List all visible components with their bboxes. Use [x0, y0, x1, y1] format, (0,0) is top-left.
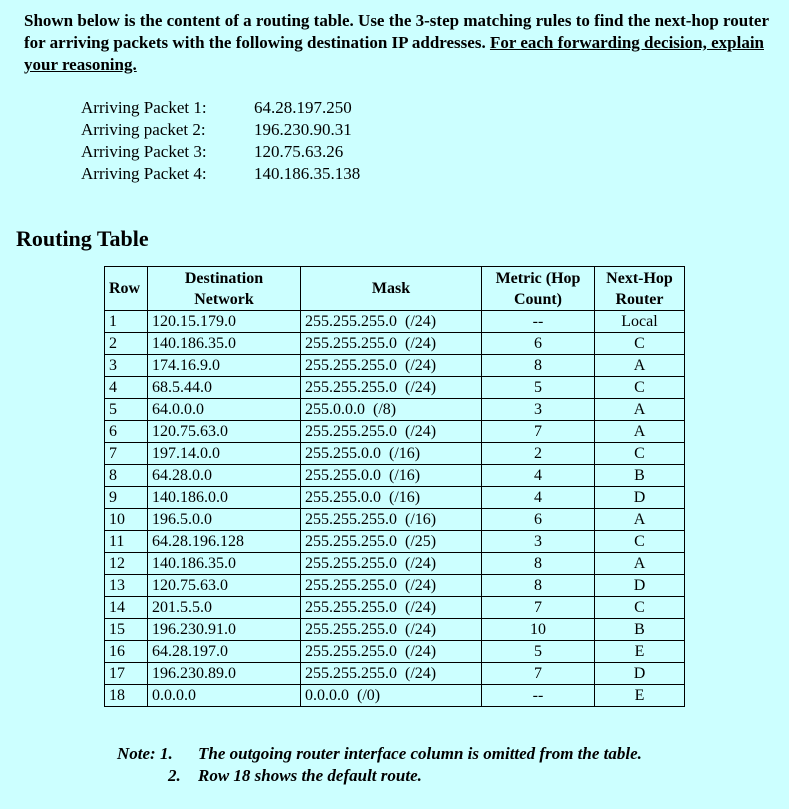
cell-destination-network: 64.0.0.0 — [148, 399, 301, 421]
cell-next-hop-router: C — [595, 443, 685, 465]
cell-destination-network: 64.28.197.0 — [148, 641, 301, 663]
cell-mask: 255.0.0.0 (/8) — [301, 399, 482, 421]
cell-mask: 255.255.255.0 (/24) — [301, 575, 482, 597]
cell-row-number: 11 — [105, 531, 148, 553]
cell-next-hop-router: A — [595, 553, 685, 575]
cell-row-number: 10 — [105, 509, 148, 531]
cell-mask: 255.255.255.0 (/24) — [301, 553, 482, 575]
cell-next-hop-router: E — [595, 641, 685, 663]
packet-ip: 196.230.90.31 — [254, 120, 352, 139]
cell-metric: 8 — [482, 553, 595, 575]
table-row — [105, 685, 685, 707]
cell-row-number: 15 — [105, 619, 148, 641]
instructions — [24, 10, 784, 76]
cell-destination-network: 196.230.91.0 — [148, 619, 301, 641]
cell-next-hop-router: D — [595, 663, 685, 685]
note-text: Row 18 shows the default route. — [198, 766, 422, 785]
cell-metric: 10 — [482, 619, 595, 641]
cell-next-hop-router: C — [595, 597, 685, 619]
cell-metric: 6 — [482, 509, 595, 531]
table-row — [105, 553, 685, 575]
cell-row-number: 3 — [105, 355, 148, 377]
cell-mask: 255.255.255.0 (/24) — [301, 377, 482, 399]
note-item — [117, 743, 642, 765]
table-row — [105, 663, 685, 685]
routing-table — [104, 266, 685, 707]
note-prefix: Note: 1. — [117, 744, 173, 763]
table-row — [105, 619, 685, 641]
packet-ip: 64.28.197.250 — [254, 98, 352, 117]
cell-destination-network: 120.75.63.0 — [148, 421, 301, 443]
cell-metric: 5 — [482, 377, 595, 399]
table-row — [105, 333, 685, 355]
header-row: Row — [105, 267, 148, 311]
cell-row-number: 12 — [105, 553, 148, 575]
cell-metric: 2 — [482, 443, 595, 465]
packet-label: Arriving Packet 1: — [81, 98, 207, 117]
cell-destination-network: 196.5.0.0 — [148, 509, 301, 531]
cell-destination-network: 120.15.179.0 — [148, 311, 301, 333]
cell-row-number: 2 — [105, 333, 148, 355]
cell-destination-network: 140.186.0.0 — [148, 487, 301, 509]
header-metric: Metric (Hop Count) — [482, 267, 595, 311]
note-item — [117, 765, 642, 787]
cell-next-hop-router: D — [595, 575, 685, 597]
cell-metric: 8 — [482, 355, 595, 377]
instructions-text: Shown below is the content of a routing table. Use the 3-step matching rules to find the next-hop router for arriving packets with the following destination IP addresses. — [24, 11, 769, 52]
table-row — [105, 575, 685, 597]
cell-next-hop-router: E — [595, 685, 685, 707]
packet-label: Arriving Packet 4: — [81, 164, 207, 183]
cell-destination-network: 196.230.89.0 — [148, 663, 301, 685]
cell-metric: 8 — [482, 575, 595, 597]
cell-mask: 255.255.255.0 (/24) — [301, 355, 482, 377]
table-row — [105, 487, 685, 509]
cell-destination-network: 197.14.0.0 — [148, 443, 301, 465]
cell-destination-network: 64.28.0.0 — [148, 465, 301, 487]
cell-row-number: 6 — [105, 421, 148, 443]
cell-mask: 255.255.255.0 (/24) — [301, 597, 482, 619]
table-row — [105, 377, 685, 399]
cell-mask: 255.255.255.0 (/24) — [301, 421, 482, 443]
cell-destination-network: 201.5.5.0 — [148, 597, 301, 619]
table-row — [105, 399, 685, 421]
cell-destination-network: 64.28.196.128 — [148, 531, 301, 553]
table-row — [105, 443, 685, 465]
cell-next-hop-router: Local — [595, 311, 685, 333]
cell-mask: 255.255.255.0 (/24) — [301, 619, 482, 641]
note-prefix: 2. — [168, 766, 181, 785]
header-destination-network: Destination Network — [148, 267, 301, 311]
table-row — [105, 355, 685, 377]
packet-item — [81, 97, 360, 119]
table-row — [105, 465, 685, 487]
cell-destination-network: 0.0.0.0 — [148, 685, 301, 707]
cell-row-number: 14 — [105, 597, 148, 619]
cell-row-number: 17 — [105, 663, 148, 685]
cell-next-hop-router: A — [595, 399, 685, 421]
arriving-packets-list — [81, 97, 360, 185]
cell-next-hop-router: B — [595, 465, 685, 487]
cell-mask: 255.255.255.0 (/24) — [301, 311, 482, 333]
table-row — [105, 509, 685, 531]
cell-destination-network: 174.16.9.0 — [148, 355, 301, 377]
header-mask: Mask — [301, 267, 482, 311]
cell-mask: 255.255.255.0 (/24) — [301, 333, 482, 355]
cell-mask: 255.255.0.0 (/16) — [301, 443, 482, 465]
cell-mask: 255.255.255.0 (/25) — [301, 531, 482, 553]
cell-next-hop-router: A — [595, 421, 685, 443]
table-row — [105, 531, 685, 553]
cell-row-number: 13 — [105, 575, 148, 597]
cell-row-number: 16 — [105, 641, 148, 663]
cell-mask: 0.0.0.0 (/0) — [301, 685, 482, 707]
cell-metric: 4 — [482, 465, 595, 487]
note-text: The outgoing router interface column is omitted from the table. — [198, 744, 642, 763]
header-next-hop-router: Next-Hop Router — [595, 267, 685, 311]
table-row — [105, 641, 685, 663]
notes — [117, 743, 642, 787]
cell-next-hop-router: B — [595, 619, 685, 641]
table-row — [105, 421, 685, 443]
cell-mask: 255.255.0.0 (/16) — [301, 465, 482, 487]
cell-metric: -- — [482, 685, 595, 707]
cell-metric: 7 — [482, 663, 595, 685]
cell-next-hop-router: A — [595, 509, 685, 531]
cell-mask: 255.255.0.0 (/16) — [301, 487, 482, 509]
cell-metric: 3 — [482, 399, 595, 421]
packet-ip: 140.186.35.138 — [254, 164, 361, 183]
cell-row-number: 7 — [105, 443, 148, 465]
packet-item — [81, 119, 360, 141]
packet-item — [81, 163, 360, 185]
cell-metric: 7 — [482, 597, 595, 619]
cell-row-number: 9 — [105, 487, 148, 509]
cell-next-hop-router: C — [595, 377, 685, 399]
cell-next-hop-router: C — [595, 333, 685, 355]
cell-next-hop-router: D — [595, 487, 685, 509]
packet-label: Arriving Packet 3: — [81, 142, 207, 161]
cell-next-hop-router: C — [595, 531, 685, 553]
cell-destination-network: 140.186.35.0 — [148, 553, 301, 575]
cell-destination-network: 120.75.63.0 — [148, 575, 301, 597]
packet-ip: 120.75.63.26 — [254, 142, 344, 161]
cell-row-number: 4 — [105, 377, 148, 399]
cell-destination-network: 140.186.35.0 — [148, 333, 301, 355]
packet-item — [81, 141, 360, 163]
cell-row-number: 1 — [105, 311, 148, 333]
cell-metric: 7 — [482, 421, 595, 443]
cell-row-number: 8 — [105, 465, 148, 487]
packet-label: Arriving packet 2: — [81, 120, 206, 139]
routing-table-title: Routing Table — [16, 226, 149, 251]
instructions-underlined-text: For each forwarding decision, explain your reasoning. — [24, 33, 764, 74]
cell-metric: -- — [482, 311, 595, 333]
cell-row-number: 5 — [105, 399, 148, 421]
cell-destination-network: 68.5.44.0 — [148, 377, 301, 399]
cell-metric: 6 — [482, 333, 595, 355]
cell-mask: 255.255.255.0 (/24) — [301, 641, 482, 663]
cell-metric: 4 — [482, 487, 595, 509]
cell-mask: 255.255.255.0 (/16) — [301, 509, 482, 531]
table-body — [105, 311, 685, 707]
table-header-row — [105, 267, 685, 311]
cell-mask: 255.255.255.0 (/24) — [301, 663, 482, 685]
cell-metric: 3 — [482, 531, 595, 553]
cell-metric: 5 — [482, 641, 595, 663]
table-row — [105, 311, 685, 333]
cell-next-hop-router: A — [595, 355, 685, 377]
table-row — [105, 597, 685, 619]
cell-row-number: 18 — [105, 685, 148, 707]
